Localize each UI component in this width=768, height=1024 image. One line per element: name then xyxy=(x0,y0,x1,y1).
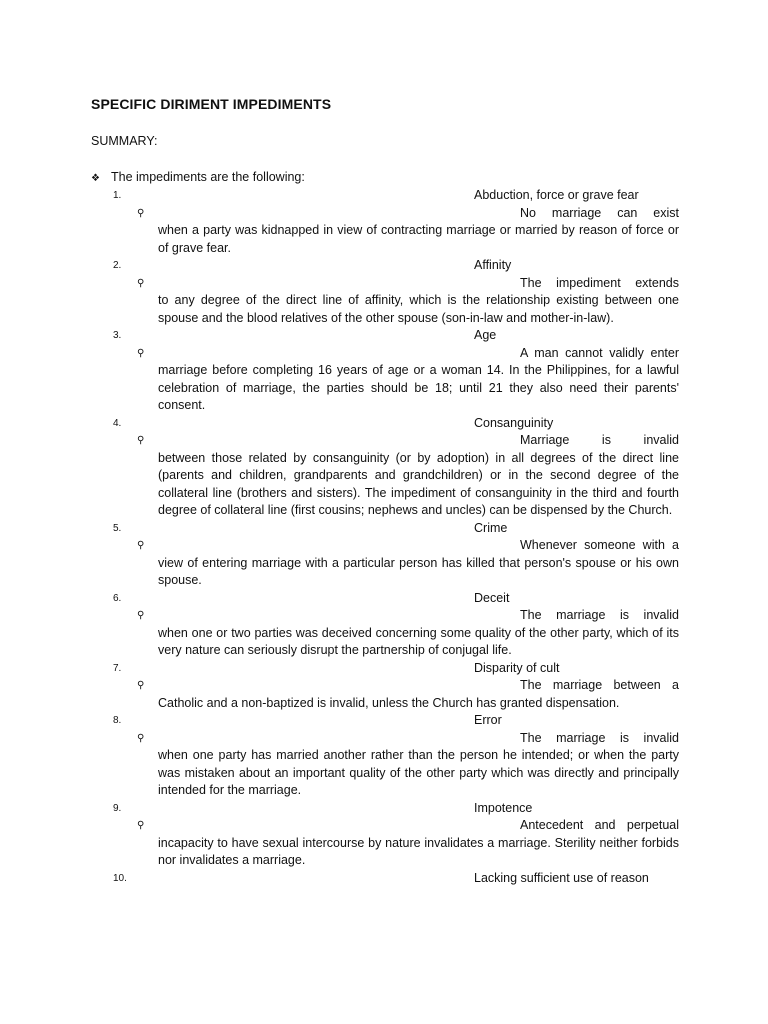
item-bullet-icon: ⚲ xyxy=(137,347,145,359)
item-number: 7. xyxy=(113,662,122,674)
item-body xyxy=(113,537,679,590)
item-text: when one or two parties was deceived concerning some quality of the other party, which of its very nature can seriously disrupt the partnership of conjugal life. xyxy=(158,625,679,657)
list-item xyxy=(113,660,679,713)
page-title: SPECIFIC DIRIMENT IMPEDIMENTS xyxy=(91,96,332,112)
item-text: marriage before completing 16 years of age or a woman 14. In the Philippines, for a lawful celebration of marriage, the parties should be 18; until 21 they also need their parents' consent. xyxy=(158,363,679,412)
item-bullet-icon: ⚲ xyxy=(137,680,145,691)
item-text: view of entering marriage with a particular person has killed that person's spouse or his own spouse. xyxy=(158,555,679,587)
list-item xyxy=(113,712,679,800)
item-lead-text: The impediment extends xyxy=(520,275,679,290)
summary-label: SUMMARY: xyxy=(91,134,158,148)
item-bullet-icon: ⚲ xyxy=(137,207,145,219)
item-heading-row xyxy=(113,520,679,538)
impediment-list xyxy=(113,187,679,887)
item-heading-row xyxy=(113,870,679,888)
item-number: 9. xyxy=(113,802,122,814)
item-lead-text: The marriage is invalid xyxy=(520,730,679,745)
item-heading: Impotence xyxy=(474,800,533,815)
item-heading-row xyxy=(113,257,679,275)
item-lead-text: No marriage can exist xyxy=(520,205,679,220)
diamond-bullet-icon: ❖ xyxy=(91,173,100,184)
item-heading-row xyxy=(113,187,679,205)
item-lead-text: Whenever someone with a xyxy=(520,538,679,552)
item-number: 10. xyxy=(113,872,127,884)
item-bullet-icon: ⚲ xyxy=(137,610,145,621)
item-heading: Affinity xyxy=(474,258,512,272)
item-number: 5. xyxy=(113,522,122,534)
item-heading: Crime xyxy=(474,520,508,535)
item-text: between those related by consanguinity (or by adoption) in all degrees of the direct line (parents and children, grandparents and grandchildren) or in the second degree of the collateral line (brothers and sisters). The impediment of consanguinity in the third and fourth degree of collateral line (first cousins; nephews and uncles) can be dispensed by the Church. xyxy=(158,450,679,517)
item-heading-row xyxy=(113,712,679,730)
item-body xyxy=(113,677,679,712)
item-body xyxy=(113,817,679,870)
item-body xyxy=(113,205,679,258)
item-lead-text: A man cannot validly enter xyxy=(520,345,679,360)
item-heading: Consanguinity xyxy=(474,415,554,430)
item-heading: Age xyxy=(474,328,497,342)
item-number: 6. xyxy=(113,592,122,604)
item-heading: Disparity of cult xyxy=(474,660,560,675)
item-text: incapacity to have sexual intercourse by nature invalidates a marriage. Sterility neither forbids nor invalidates a marriage. xyxy=(158,835,679,867)
item-heading-row xyxy=(113,327,679,345)
item-lead-text: The marriage is invalid xyxy=(520,608,679,622)
item-text: Catholic and a non-baptized is invalid, unless the Church has granted dispensation. xyxy=(158,695,620,710)
item-heading: Deceit xyxy=(474,590,510,605)
item-body xyxy=(113,275,679,328)
list-item xyxy=(113,257,679,327)
item-heading: Error xyxy=(474,713,502,727)
item-heading-row xyxy=(113,800,679,818)
item-number: 1. xyxy=(113,190,122,201)
list-item xyxy=(113,187,679,257)
item-body xyxy=(113,345,679,415)
list-item xyxy=(113,327,679,415)
item-text: to any degree of the direct line of affinity, which is the relationship existing between one spouse and the blood relatives of the other spouse (son-in-law and mother-in-law). xyxy=(158,293,679,325)
item-number: 8. xyxy=(113,715,122,726)
list-item xyxy=(113,415,679,520)
item-number: 3. xyxy=(113,330,122,341)
item-number: 4. xyxy=(113,417,122,429)
list-item xyxy=(113,800,679,870)
item-lead-text: Antecedent and perpetual xyxy=(520,818,679,832)
list-item xyxy=(113,520,679,590)
item-body xyxy=(113,432,679,520)
item-bullet-icon: ⚲ xyxy=(137,540,145,551)
item-bullet-icon: ⚲ xyxy=(137,277,145,289)
item-heading: Abduction, force or grave fear xyxy=(474,188,639,202)
intro-text: The impediments are the following: xyxy=(111,170,305,184)
item-body xyxy=(113,730,679,800)
item-text: when a party was kidnapped in view of contracting marriage or married by reason of force or of grave fear. xyxy=(158,223,679,255)
item-bullet-icon: ⚲ xyxy=(137,435,145,446)
item-heading-row xyxy=(113,415,679,433)
item-text: when one party has married another rather than the person he intended; or when the party was mistaken about an important quality of the other party which was directly and principally intended for the marriage. xyxy=(158,748,679,797)
item-bullet-icon: ⚲ xyxy=(137,732,145,744)
list-item xyxy=(113,870,679,888)
item-number: 2. xyxy=(113,260,122,271)
item-lead-text: The marriage between a xyxy=(520,678,679,692)
item-bullet-icon: ⚲ xyxy=(137,820,145,831)
item-heading-row xyxy=(113,660,679,678)
list-item xyxy=(113,590,679,660)
intro-line xyxy=(91,170,305,184)
item-heading-row xyxy=(113,590,679,608)
item-heading: Lacking sufficient use of reason xyxy=(474,870,649,885)
item-lead-text: Marriage is invalid xyxy=(520,433,679,447)
item-body xyxy=(113,607,679,660)
